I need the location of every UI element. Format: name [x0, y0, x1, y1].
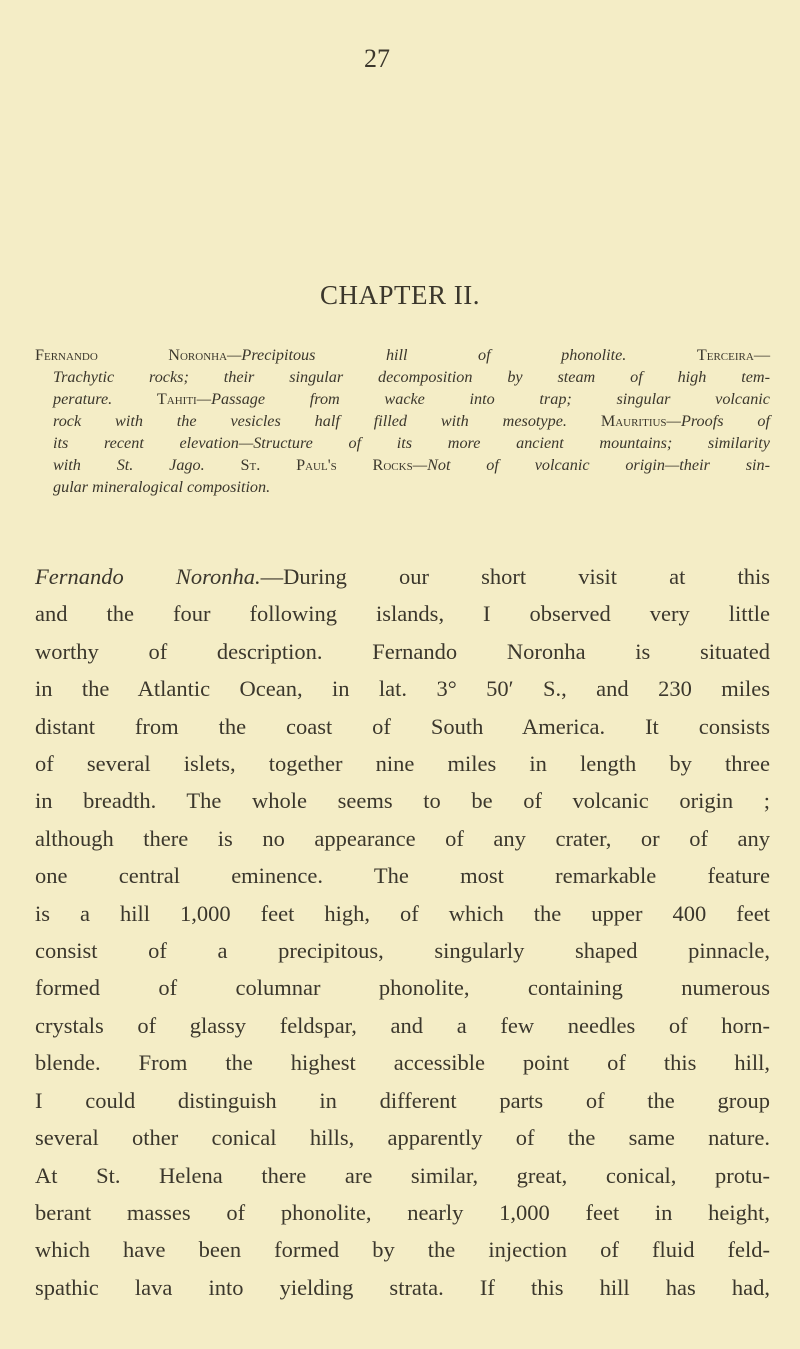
- text-run: which have been formed by the injection of fluid feld-: [35, 1237, 770, 1263]
- summary-line: [35, 344, 770, 366]
- body-text: [35, 558, 770, 1306]
- body-line: [35, 820, 770, 857]
- text-run: I could distinguish in different parts of the group: [35, 1087, 770, 1113]
- text-run: —Not of volcanic origin—their sin-: [412, 456, 770, 474]
- body-line: [35, 782, 770, 819]
- text-run: gular mineralogical composition.: [53, 478, 271, 496]
- body-line: [35, 932, 770, 969]
- summary-line: [35, 366, 770, 388]
- text-run: formed of columnar phonolite, containing numerous: [35, 975, 770, 1001]
- text-run: although there is no appearance of any crater, or of any: [35, 825, 770, 851]
- text-run: perature.: [53, 390, 157, 408]
- summary-line: [35, 410, 770, 432]
- text-run: of several islets, together nine miles in length by three: [35, 751, 770, 777]
- text-run: distant from the coast of South America. It consists: [35, 713, 770, 739]
- text-run: Trachytic rocks; their singular decomposition by steam of high tem-: [53, 368, 770, 386]
- text-run: with St. Jago.: [53, 456, 241, 474]
- body-line: [35, 670, 770, 707]
- summary-line: [35, 388, 770, 410]
- text-run: in the Atlantic Ocean, in lat. 3° 50′ S., and 230 miles: [35, 676, 770, 702]
- summary-line: [35, 432, 770, 454]
- body-line: [35, 1157, 770, 1194]
- body-line: [35, 969, 770, 1006]
- text-run: berant masses of phonolite, nearly 1,000 feet in height,: [35, 1199, 770, 1225]
- text-run: At St. Helena there are similar, great, conical, protu-: [35, 1162, 770, 1188]
- text-run: —Passage from wacke into trap; singular volcanic: [196, 390, 770, 408]
- text-run: spathic lava into yielding strata. If this hill has had,: [35, 1274, 770, 1300]
- text-run: its recent elevation—Structure of its more ancient mountains; similarity: [53, 434, 770, 452]
- text-run: Mauritius: [600, 412, 667, 430]
- body-line: [35, 1007, 770, 1044]
- text-run: Fernando Noronha.: [35, 564, 261, 589]
- text-run: in breadth. The whole seems to be of volcanic origin ;: [35, 788, 770, 814]
- text-run: St. Paul's Rocks: [240, 456, 413, 474]
- text-run: —Precipitous hill of phonolite.: [227, 346, 697, 364]
- summary-line: [35, 454, 770, 476]
- text-run: consist of a precipitous, singularly shaped pinnacle,: [35, 938, 770, 964]
- body-line: [35, 745, 770, 782]
- text-run: one central eminence. The most remarkable feature: [35, 863, 770, 889]
- body-line: [35, 1231, 770, 1268]
- body-line: [35, 857, 770, 894]
- text-run: Tahiti: [156, 390, 197, 408]
- text-run: rock with the vesicles half filled with mesotype.: [53, 412, 601, 430]
- body-line: [35, 1269, 770, 1306]
- text-run: —Proofs of: [666, 412, 770, 430]
- text-run: Terceira: [696, 346, 754, 364]
- text-run: Fernando Noronha: [35, 346, 228, 364]
- text-run: worthy of description. Fernando Noronha is situated: [35, 638, 770, 664]
- body-line: [35, 633, 770, 670]
- body-line: [35, 1082, 770, 1119]
- text-run: and the four following islands, I observed very little: [35, 601, 770, 627]
- body-line: [35, 895, 770, 932]
- body-line: [35, 595, 770, 632]
- text-run: —During our short visit at this: [260, 564, 770, 589]
- text-run: is a hill 1,000 feet high, of which the upper 400 feet: [35, 900, 770, 926]
- page-number: 27: [364, 44, 390, 73]
- text-run: —: [753, 346, 770, 364]
- body-line: [35, 1194, 770, 1231]
- text-run: crystals of glassy feldspar, and a few needles of horn-: [35, 1012, 770, 1038]
- chapter-summary: [35, 344, 770, 498]
- summary-line: [35, 476, 770, 498]
- chapter-title: CHAPTER II.: [320, 280, 480, 310]
- body-line: [35, 1044, 770, 1081]
- body-line: [35, 1119, 770, 1156]
- body-line: [35, 708, 770, 745]
- text-run: blende. From the highest accessible point of this hill,: [35, 1050, 770, 1076]
- text-run: several other conical hills, apparently of the same nature.: [35, 1125, 770, 1151]
- body-line: [35, 558, 770, 595]
